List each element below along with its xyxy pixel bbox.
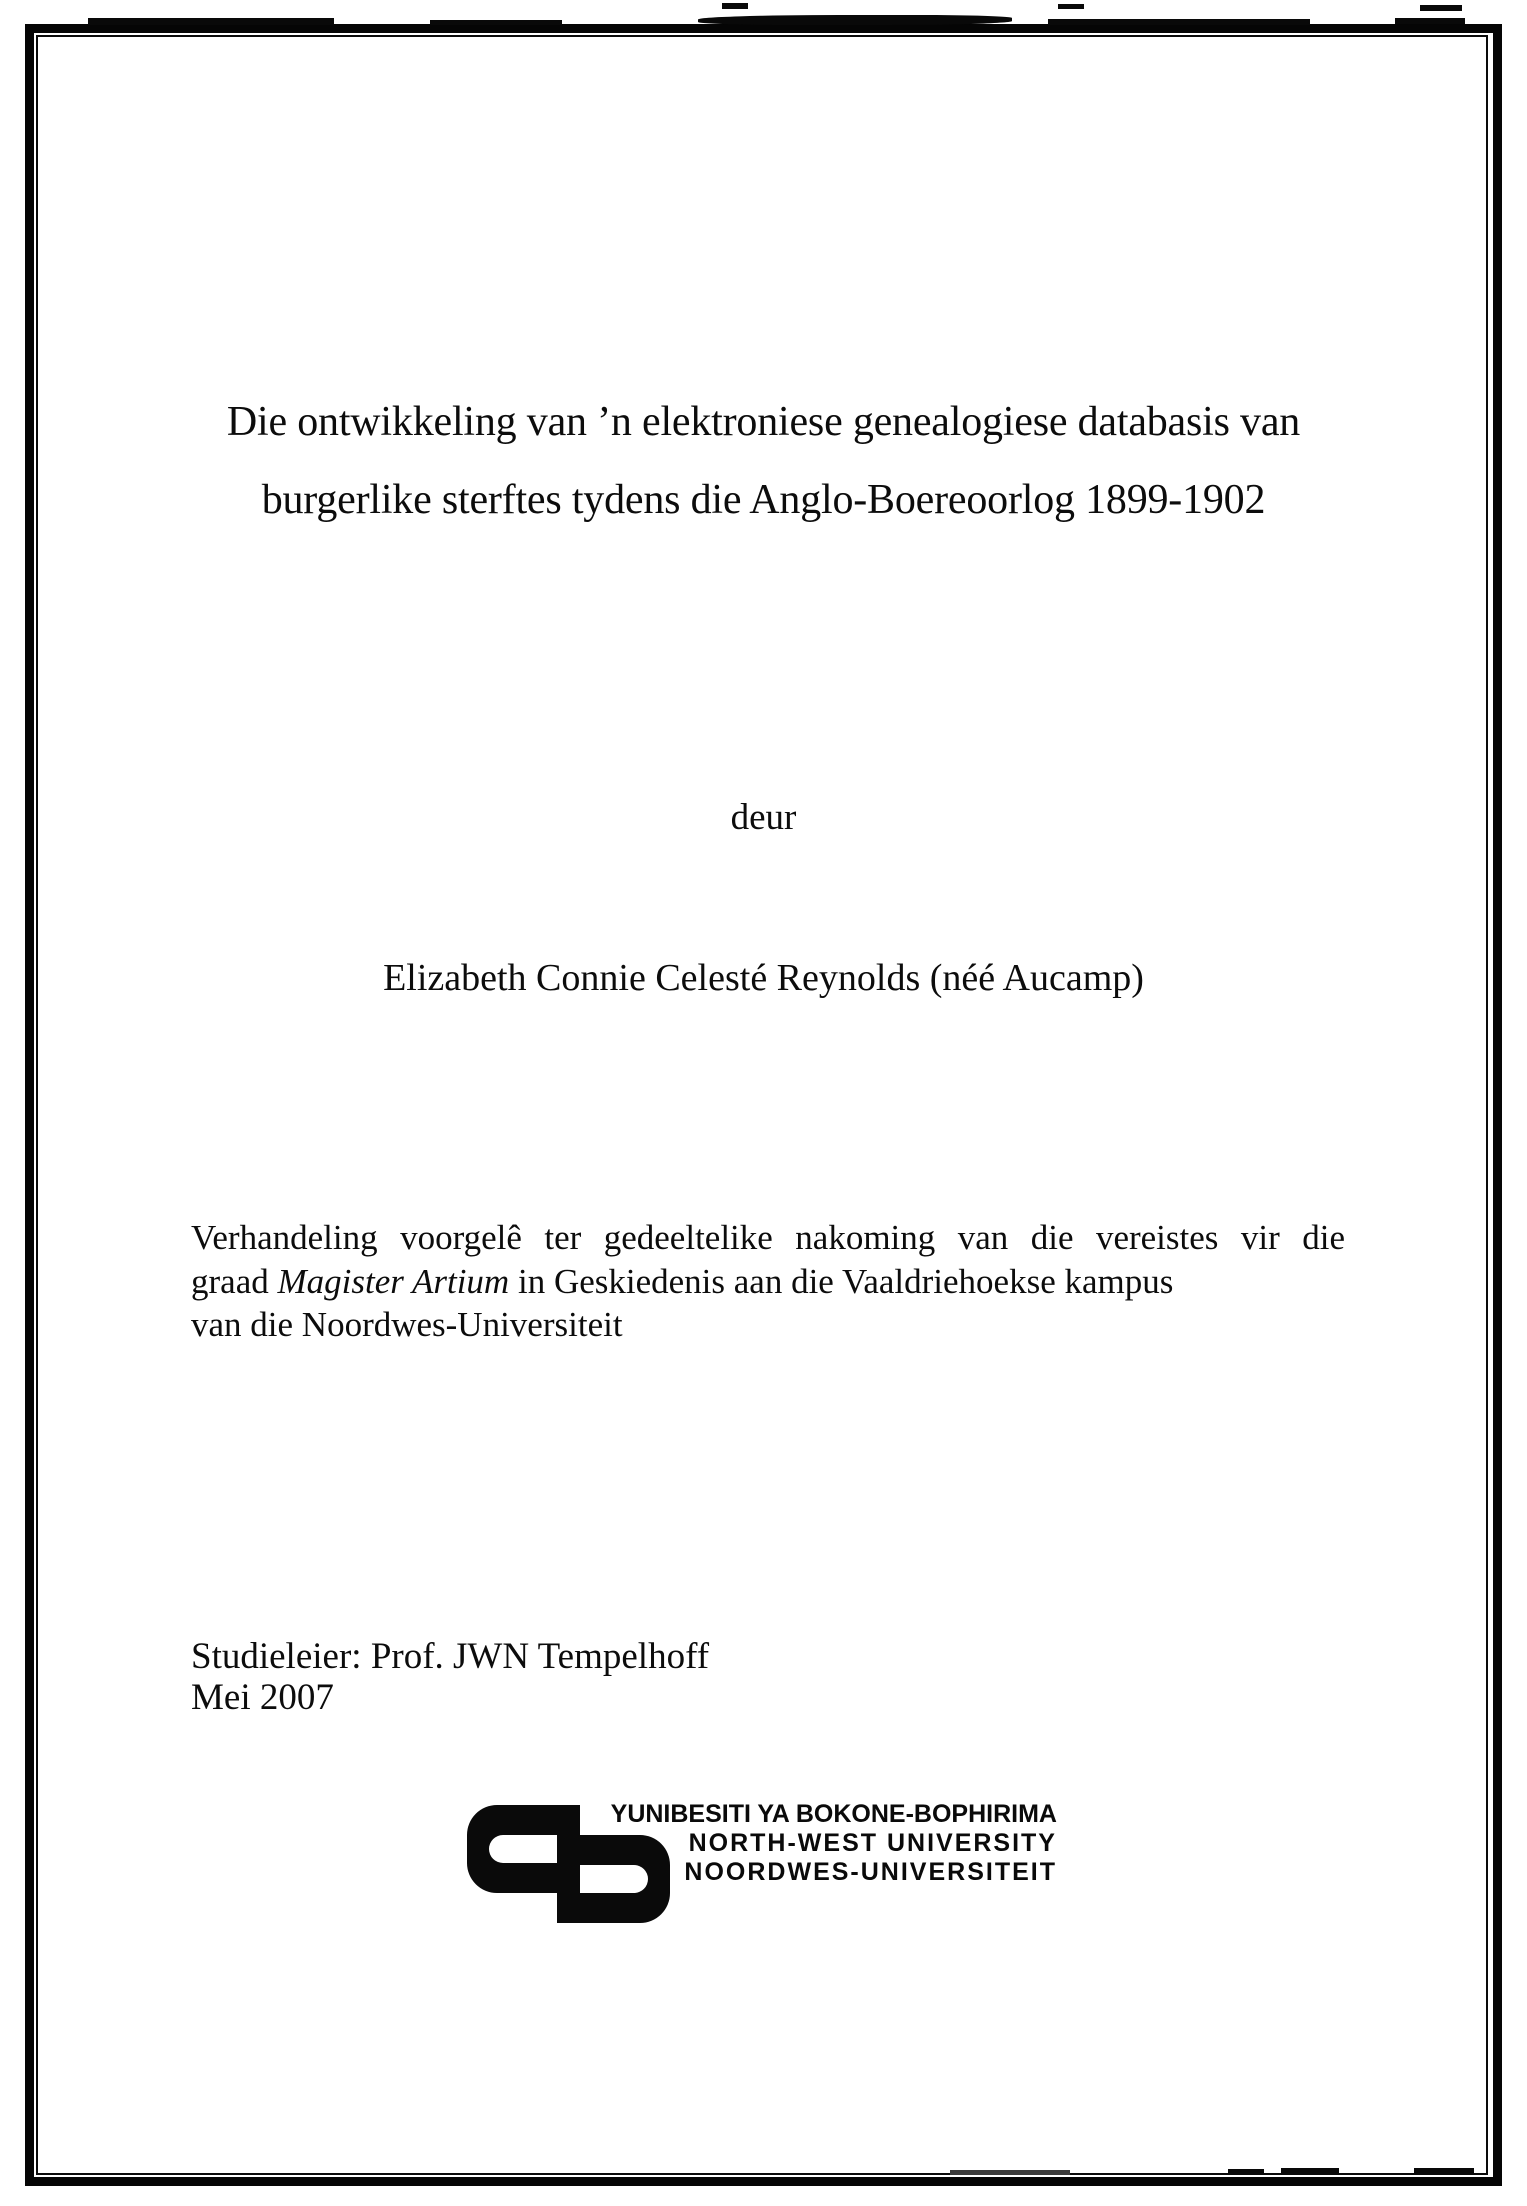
scan-artifact xyxy=(1420,5,1462,11)
statement-line2 xyxy=(191,1260,1345,1304)
statement-degree-name: Magister Artium xyxy=(277,1261,510,1301)
scan-artifact xyxy=(430,20,562,25)
thesis-title-line1: Die ontwikkeling van ’n elektroniese genealogiese databasis van xyxy=(226,399,1301,445)
statement-line2-suffix: in Geskiedenis aan die Vaaldriehoekse kampus xyxy=(509,1261,1174,1301)
scan-artifact xyxy=(950,2170,1070,2175)
thesis-statement xyxy=(191,1216,1345,1347)
logo-line-setswana: YUNIBESITI YA BOKONE-BOPHIRIMA xyxy=(610,1800,1057,1828)
logo-line-afrikaans: NOORDWES-UNIVERSITEIT xyxy=(684,1858,1057,1886)
supervisor-block xyxy=(191,1636,709,1718)
scan-artifact xyxy=(1395,18,1465,24)
scan-artifact xyxy=(722,3,748,9)
thesis-title-line2: burgerlike sterftes tydens die Anglo-Boereoorlog 1899-1902 xyxy=(261,477,1266,523)
thesis-title xyxy=(0,383,1527,539)
author-name: Elizabeth Connie Celesté Reynolds (néé Aucamp) xyxy=(383,957,1144,999)
university-logo-wordmark xyxy=(611,1800,1057,1887)
supervisor-line: Studieleier: Prof. JWN Tempelhoff xyxy=(191,1636,710,1677)
scan-artifact xyxy=(1058,4,1084,9)
statement-line2-prefix: graad xyxy=(191,1261,278,1301)
byline: deur xyxy=(730,797,797,838)
scan-artifact xyxy=(1048,19,1310,25)
scan-artifact xyxy=(1281,2168,1339,2175)
scan-artifact xyxy=(1414,2168,1474,2175)
scan-artifact xyxy=(88,18,334,25)
date-line: Mei 2007 xyxy=(191,1677,334,1718)
scan-artifact xyxy=(1228,2169,1264,2175)
statement-line1: Verhandeling voorgelê ter gedeeltelike nakoming van die vereistes vir die xyxy=(191,1218,1345,1257)
statement-line3: van die Noordwes-Universiteit xyxy=(191,1305,623,1344)
scan-artifact xyxy=(698,15,1012,25)
logo-line-english: NORTH-WEST UNIVERSITY xyxy=(688,1829,1057,1857)
